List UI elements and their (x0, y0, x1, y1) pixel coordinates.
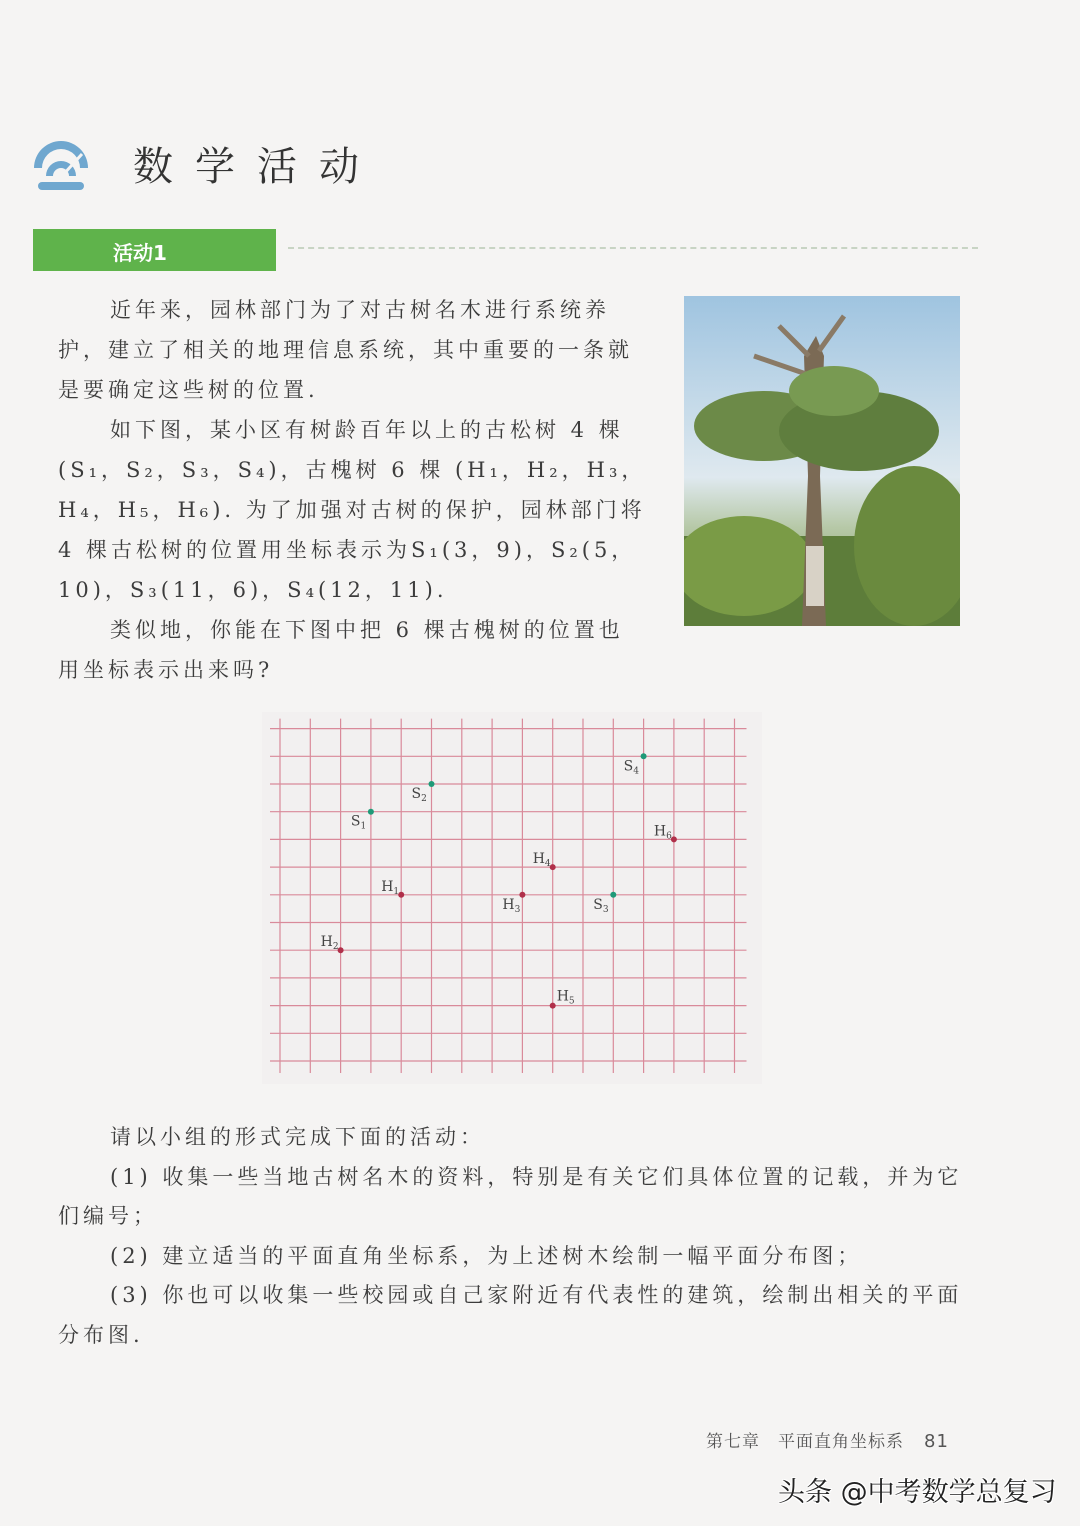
intro-text (58, 290, 648, 690)
point-label-h3: $H_3$ (502, 896, 521, 915)
point-s3 (610, 892, 616, 898)
point-s4 (641, 753, 647, 759)
tree-illustration-icon (684, 296, 960, 626)
section-logo-icon (30, 138, 92, 194)
point-label-s1: $S_1$ (350, 813, 367, 832)
point-label-h6: $H_6$ (653, 823, 672, 842)
point-label-s2: $S_2$ (411, 786, 427, 804)
point-label-h5: $H_5$ (556, 988, 575, 1007)
page-footer (706, 1427, 949, 1452)
point-label-h4: $H_4$ (532, 851, 551, 870)
chapter-label: 第七章 平面直角坐标系 (706, 1432, 904, 1452)
page-title: 数学活动 (133, 144, 381, 190)
tree-position-grid (262, 712, 762, 1084)
dashed-divider (288, 247, 978, 249)
page-number: 81 (924, 1431, 949, 1452)
activity-tag-label: 活动1 (113, 241, 167, 265)
tree-photo (684, 296, 960, 626)
point-label-s3: $S_3$ (593, 896, 609, 915)
intro-paragraph-3: 类似地，你能在下图中把 6 棵古槐树的位置也用坐标表示出来吗? (58, 618, 624, 682)
point-label-h1: $H_1$ (381, 878, 400, 897)
point-label-s4: $S_4$ (623, 758, 639, 777)
point-label-h2: $H_2$ (320, 934, 339, 953)
point-h3 (519, 892, 525, 898)
task-item-1: (1) 收集一些当地古树名木的资料，特别是有关它们具体位置的记载，并为它们编号； (58, 1164, 963, 1228)
intro-paragraph-1: 近年来，园林部门为了对古树名木进行系统养护，建立了相关的地理信息系统，其中重要的一条就是要确定这些树的位置. (58, 298, 633, 402)
point-s2 (429, 781, 435, 787)
point-h5 (550, 1003, 556, 1009)
grid-chart (262, 712, 762, 1084)
watermark: 头条 @中考数学总复习 (778, 1477, 1057, 1508)
task-lead: 请以小组的形式完成下面的活动： (110, 1125, 485, 1149)
task-item-2: (2) 建立适当的平面直角坐标系，为上述树木绘制一幅平面分布图； (110, 1243, 863, 1268)
intro-paragraph-2: 如下图，某小区有树龄百年以上的古松树 4 棵(S₁，S₂，S₃，S₄)，古槐树 6 棵 (H₁，H₂，H₃，H₄，H₅，H₆). 为了加强对古树的保护，园林部门将 4 棵古松树的位置用坐标表示为S₁(3，9)，S₂(5，10)，S₃(11，6)，S₄(12，11). (58, 418, 647, 602)
task-list (58, 1118, 978, 1355)
point-s1 (368, 809, 374, 815)
task-item-3: (3) 你也可以收集一些校园或自己家附近有代表性的建筑，绘制出相关的平面分布图. (58, 1283, 963, 1347)
activity-tag (33, 229, 276, 271)
